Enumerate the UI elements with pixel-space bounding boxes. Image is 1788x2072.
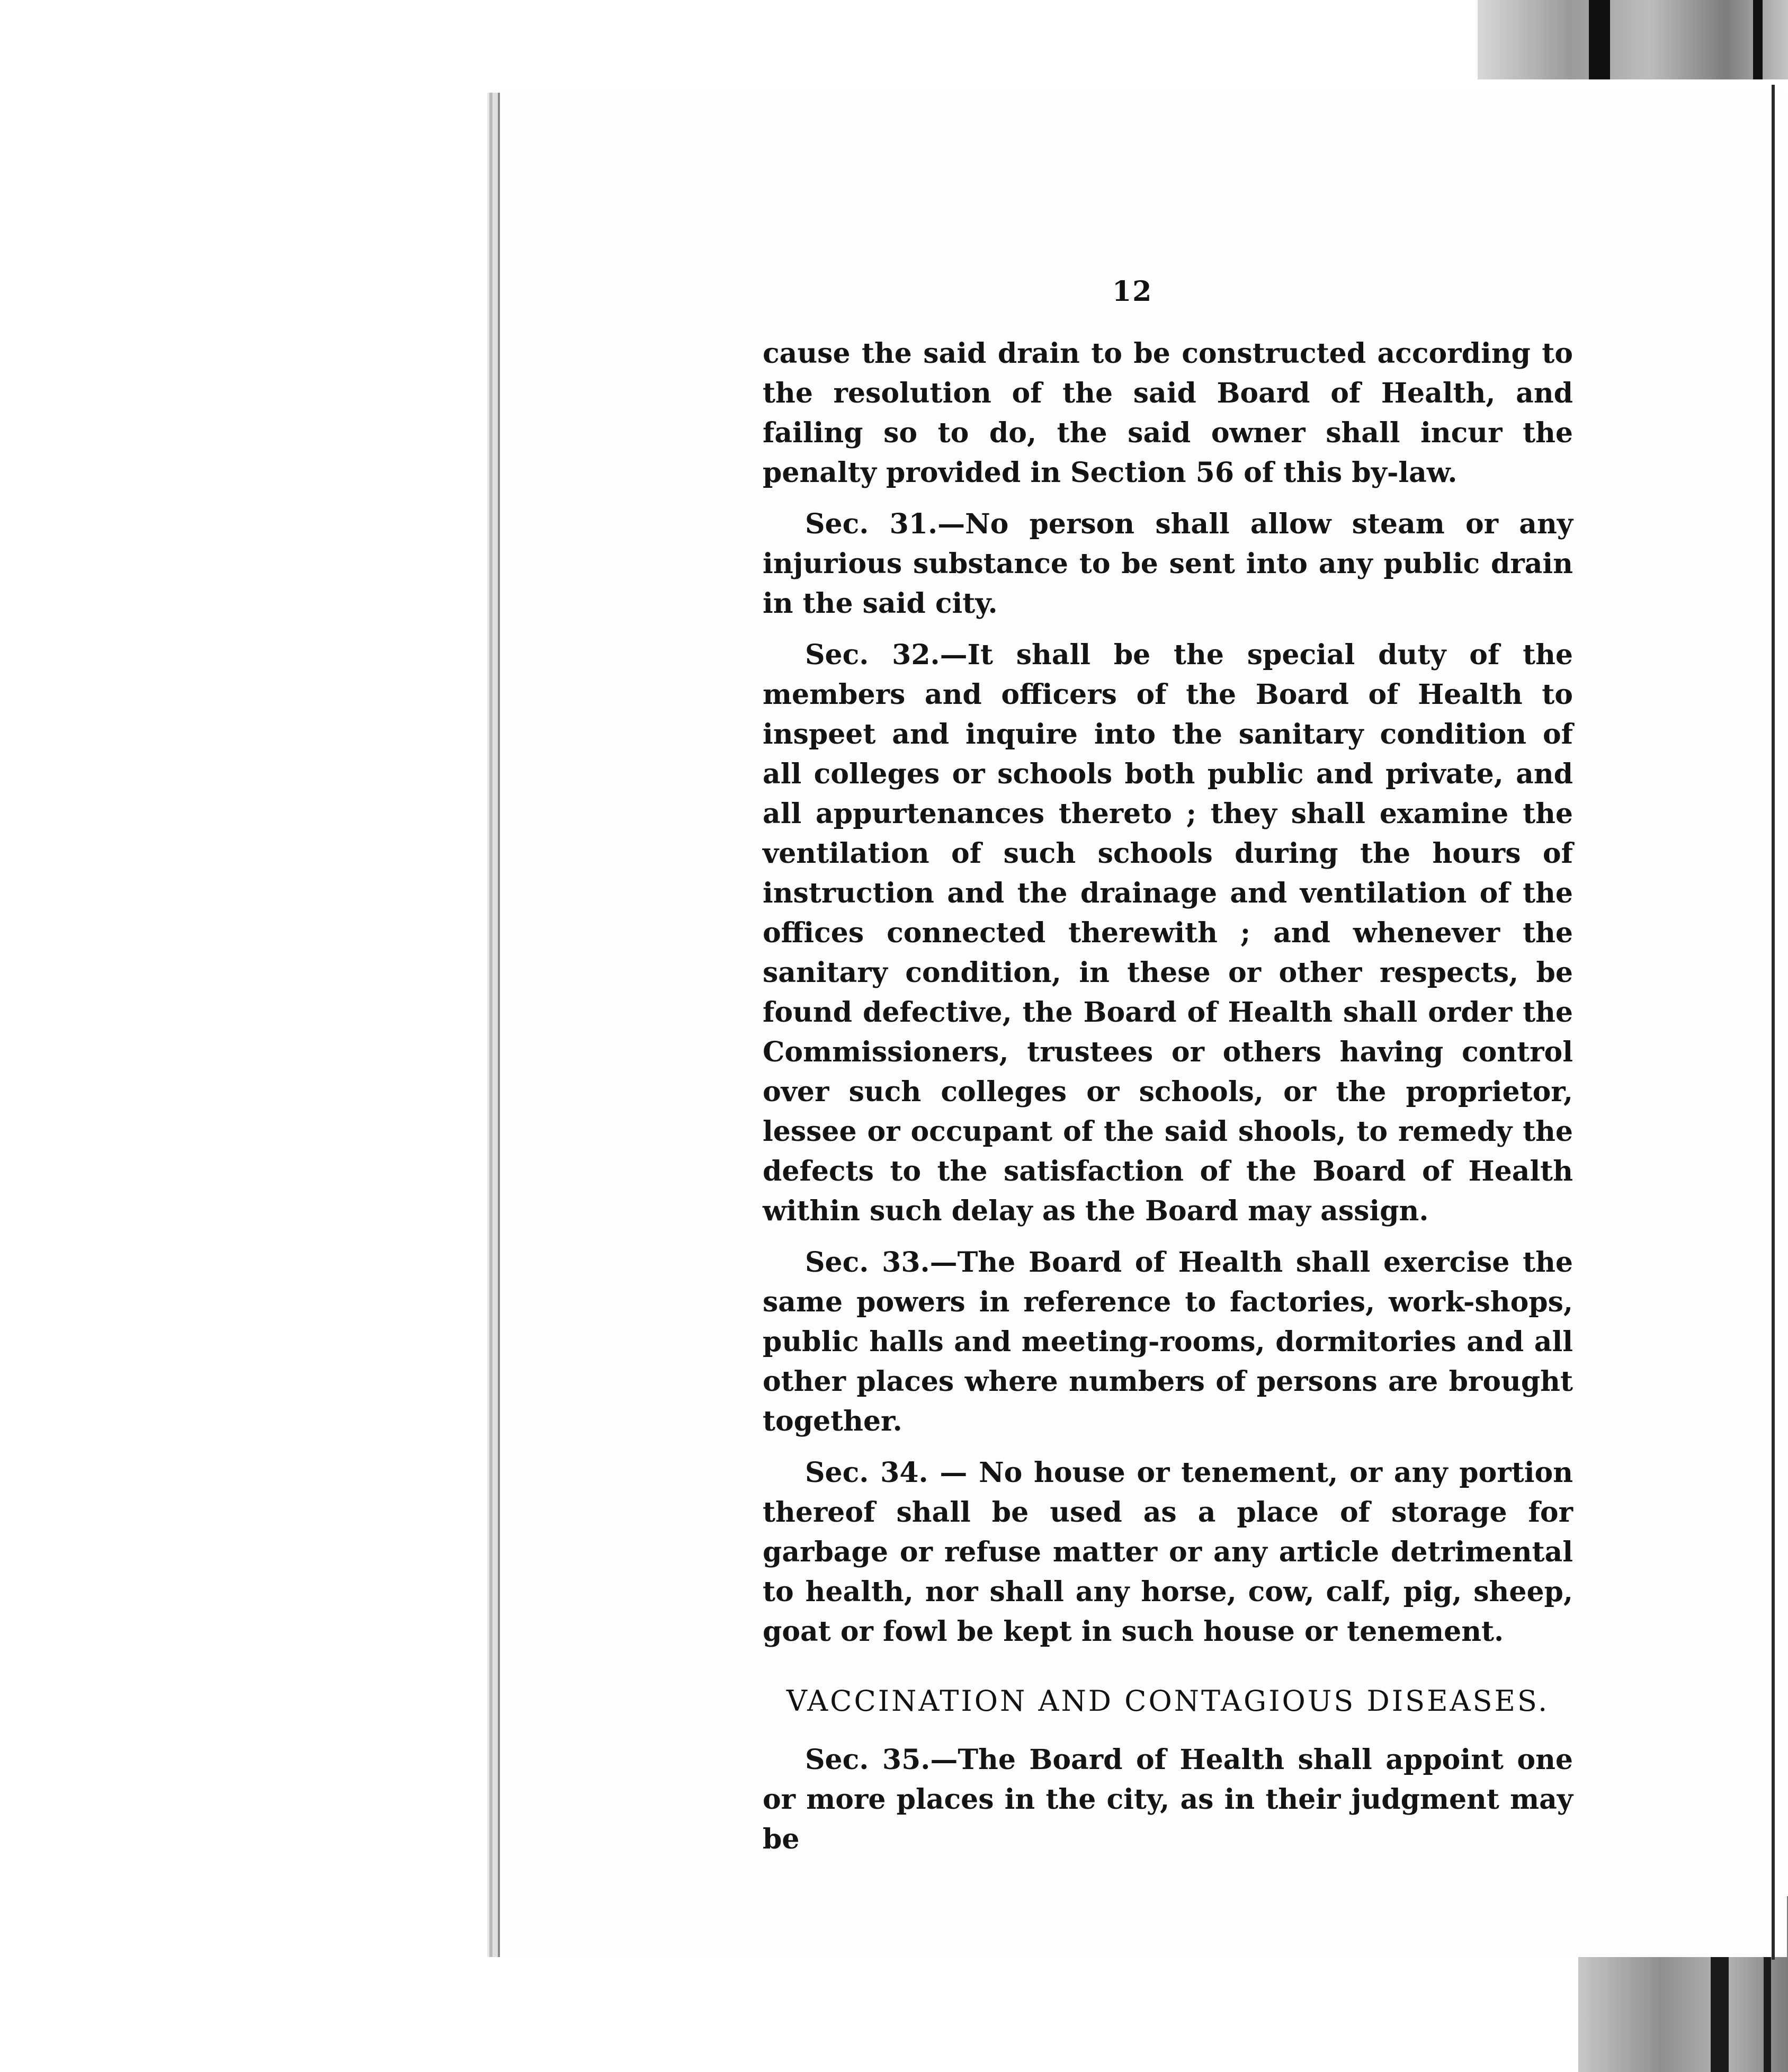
page-number: 12 — [1112, 275, 1153, 308]
paragraph-sec-35: Sec. 35.—The Board of Health shall appoint one or more places in the city, as in their judgment may be — [763, 1744, 1573, 1855]
page-edge — [1772, 85, 1775, 1960]
body-text — [763, 334, 1573, 1871]
paragraph-sec-32: Sec. 32.—It shall be the special duty of the members and officers of the Board of Health to inspeet and inquire into the sanitary condition of all colleges or schools both public and private, and all appurtenances thereto ; they shall examine the ventilation of such schools during the hours of instruction and the drainage and ventilation of the offices connected therewith ; and whenever the sanitary condition, in these or other respects, be found defective, the Board of Health shall order the Commissioners, trustees or others having control over such colleges or schools, or the proprietor, lessee or occupant of the said shools, to remedy the defects to the satisfaction of the Board of Health within such delay as the Board may assign. — [763, 639, 1573, 1227]
paragraph-sec-33: Sec. 33.—The Board of Health shall exercise the same powers in reference to factories, work-shops, public halls and meeting-rooms, dormitories and all other places where numbers of persons are brought together. — [763, 1246, 1573, 1437]
scan-backing-top — [1478, 0, 1788, 79]
paragraph-continuation: cause the said drain to be constructed according to the resolution of the said Board of Health, and failing so to do, the said owner shall incur the penalty provided in Section 56 of this by-law. — [763, 337, 1573, 489]
scan-bar — [1589, 0, 1610, 79]
scan-bar — [1753, 0, 1763, 79]
paragraph-sec-31: Sec. 31.—No person shall allow steam or any injurious substance to be sent into any public drain in the said city. — [763, 508, 1573, 620]
section-heading: VACCINATION AND CONTAGIOUS DISEASES. — [786, 1684, 1550, 1718]
paragraph-sec-34: Sec. 34. — No house or tenement, or any portion thereof shall be used as a place of storage for garbage or refuse matter or any article detrimental to health, nor shall any horse, cow, calf, pig, sheep, goat or fowl be kept in such house or tenement. — [763, 1457, 1573, 1648]
